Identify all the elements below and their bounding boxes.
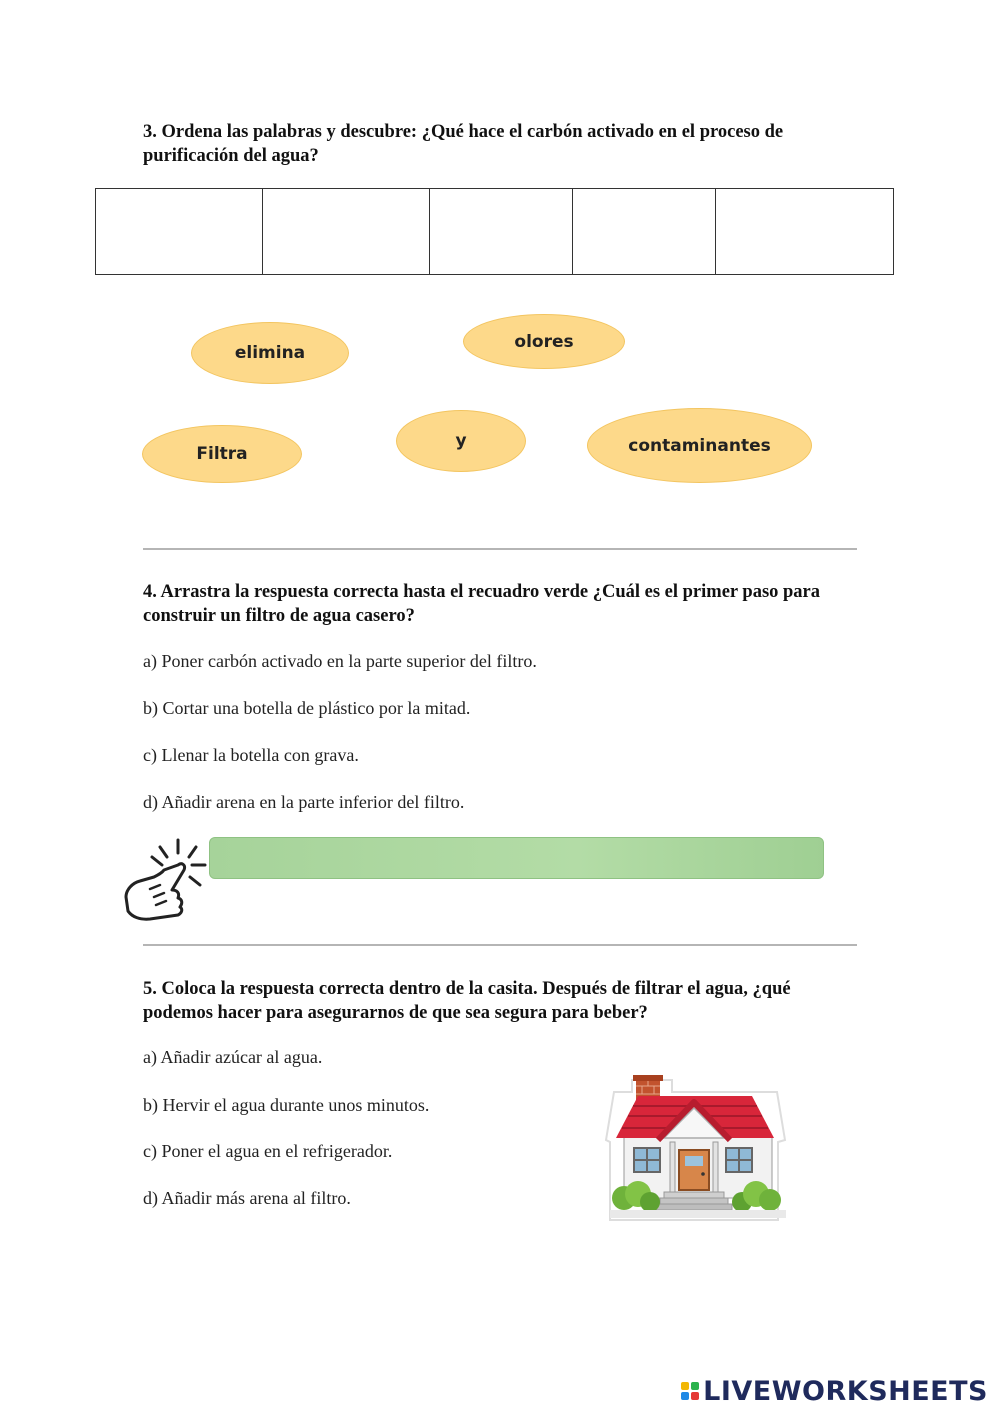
word-chip-elimina[interactable]: elimina [191,322,349,384]
answer-drop-zone[interactable] [209,837,824,879]
q5-option-d[interactable]: d) Añadir más arena al filtro. [143,1188,351,1208]
q4-option-c[interactable]: c) Llenar la botella con grava. [143,745,359,765]
word-chip-filtra[interactable]: Filtra [142,425,302,483]
brand-name: LIVEWORKSHEETS [703,1375,988,1407]
house-icon[interactable] [602,1070,792,1228]
answer-slot-3[interactable] [430,189,573,275]
q4-title: 4. Arrastra la respuesta correcta hasta el recuadro verde ¿Cuál es el primer paso para construir un filtro de agua casero? [143,582,821,626]
word-chip-olores[interactable]: olores [463,314,625,369]
q5-option-c[interactable]: c) Poner el agua en el refrigerador. [143,1141,393,1161]
q4-option-d[interactable]: d) Añadir arena en la parte inferior del filtro. [143,792,465,812]
answer-slot-1[interactable] [96,189,263,275]
liveworksheets-brand [681,1374,988,1408]
q4-option-a[interactable]: a) Poner carbón activado en la parte superior del filtro. [143,651,537,671]
q5-option-a[interactable]: a) Añadir azúcar al agua. [143,1047,323,1067]
q3-title: 3. Ordena las palabras y descubre: ¿Qué hace el carbón activado en el proceso de purificación del agua? [143,122,784,166]
q4-option-b[interactable]: b) Cortar una botella de plástico por la mitad. [143,698,471,718]
answer-slot-2[interactable] [263,189,430,275]
word-order-answer-table [95,188,894,275]
liveworksheets-logo-icon [681,1382,699,1400]
q5-title: 5. Coloca la respuesta correcta dentro de la casita. Después de filtrar el agua, ¿qué podemos hacer para asegurarnos de que sea segura para beber? [143,979,791,1023]
section-divider [143,548,857,550]
q5-option-b[interactable]: b) Hervir el agua durante unos minutos. [143,1095,430,1115]
word-chip-contaminantes[interactable]: contaminantes [587,408,812,483]
pointing-hand-icon [120,835,212,927]
answer-slot-4[interactable] [573,189,716,275]
section-divider [143,944,857,946]
answer-slot-5[interactable] [716,189,894,275]
word-chip-y[interactable]: y [396,410,526,472]
